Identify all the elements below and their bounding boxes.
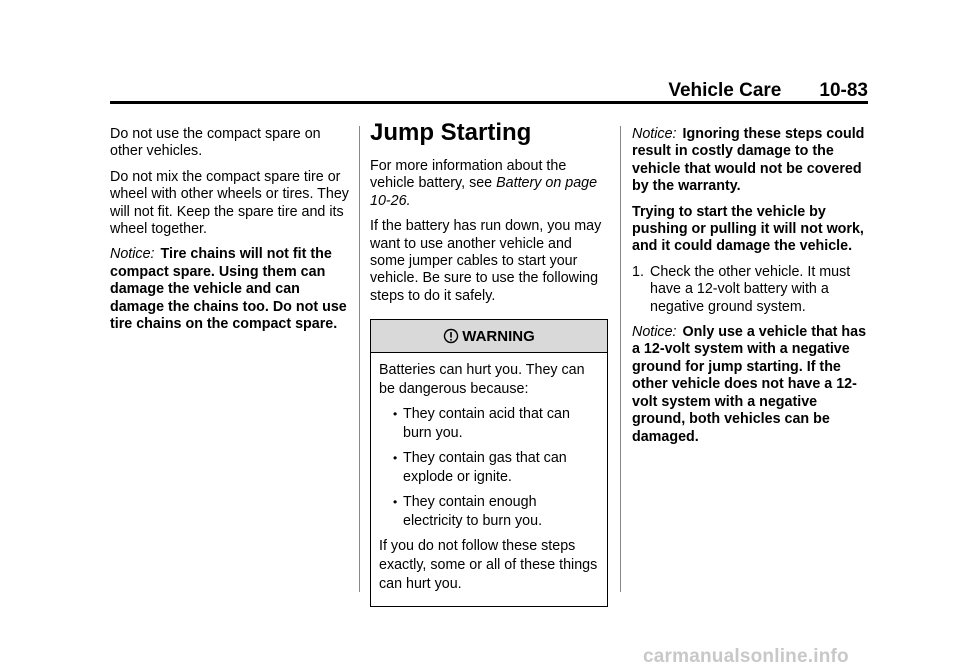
- bullet-icon: •: [393, 451, 398, 466]
- list-item: • They contain acid that can burn you.: [393, 406, 570, 442]
- warning-label: WARNING: [462, 327, 535, 345]
- column-divider-right: [620, 126, 621, 592]
- bullet-icon: •: [393, 407, 398, 422]
- warning-closing: If you do not follow these steps exactly, some or all of these things can hurt you.: [379, 538, 598, 593]
- list-item: • They contain enough electricity to burn you.: [393, 494, 543, 530]
- compact-spare-mix-text: Do not mix the compact spare tire or wheel with other wheels or tires. They will not fit. Keep the spare tire and its wheel together.: [110, 168, 349, 238]
- page-number: 10-83: [819, 80, 868, 101]
- notice-label: Notice:: [110, 246, 155, 263]
- warning-list: [379, 405, 599, 531]
- left-column: [110, 126, 350, 341]
- step-text: Check the other vehicle. It must have a 12-volt battery with a negative ground system.: [650, 263, 851, 315]
- page-header: [110, 80, 868, 102]
- right-column: [632, 126, 868, 454]
- warning-header: [371, 320, 607, 353]
- middle-column: [370, 119, 608, 607]
- warning-box: [370, 319, 608, 607]
- battery-page-link[interactable]: Battery on page 10-26.: [370, 175, 598, 209]
- list-item: • They contain gas that can explode or ignite.: [393, 450, 567, 486]
- section-title: Vehicle Care: [668, 80, 782, 101]
- notice-text: Ignoring these steps could result in costly damage to the vehicle that would not be covered by the warranty.: [632, 126, 865, 195]
- warning-intro: Batteries can hurt you. They can be dangerous because:: [379, 362, 585, 398]
- compact-spare-usage-text: Do not use the compact spare on other vehicles.: [110, 126, 321, 160]
- watermark: carmanualsonline.info: [643, 646, 849, 667]
- jump-starting-heading: Jump Starting: [370, 119, 532, 146]
- notice-label: Notice:: [632, 126, 677, 142]
- run-down-battery-text: If the battery has run down, you may want to use another vehicle and some jumper cables to start your vehicle. Be sure to use the following steps to do it safely.: [370, 218, 602, 304]
- push-start-warning-text: Trying to start the vehicle by pushing or pulling it will not work, and it could damage the vehicle.: [632, 203, 864, 255]
- warning-icon: [443, 328, 459, 344]
- notice-label: Notice:: [632, 324, 677, 341]
- tire-chains-notice: [110, 246, 350, 333]
- notice-text: Only use a vehicle that has a 12-volt system with a negative ground for jump starting. If the other vehicle does not have a 12-volt system with a negative ground, both vehicles can be damaged.: [632, 324, 867, 445]
- warranty-notice: [632, 126, 868, 196]
- header-rule: [110, 101, 868, 104]
- warning-body: [371, 353, 607, 606]
- column-divider-left: [359, 126, 360, 592]
- step-number: 1.: [632, 263, 644, 280]
- notice-text: Tire chains will not fit the compact spare. Using them can damage the vehicle and can damage the chains too. Do not use tire chains on the compact spare.: [110, 246, 347, 333]
- bullet-icon: •: [393, 495, 398, 510]
- battery-reference-text: For more information about the vehicle battery, see Battery on page 10-26.: [370, 158, 598, 209]
- voltage-notice: [632, 324, 868, 446]
- step-1: [632, 264, 868, 316]
